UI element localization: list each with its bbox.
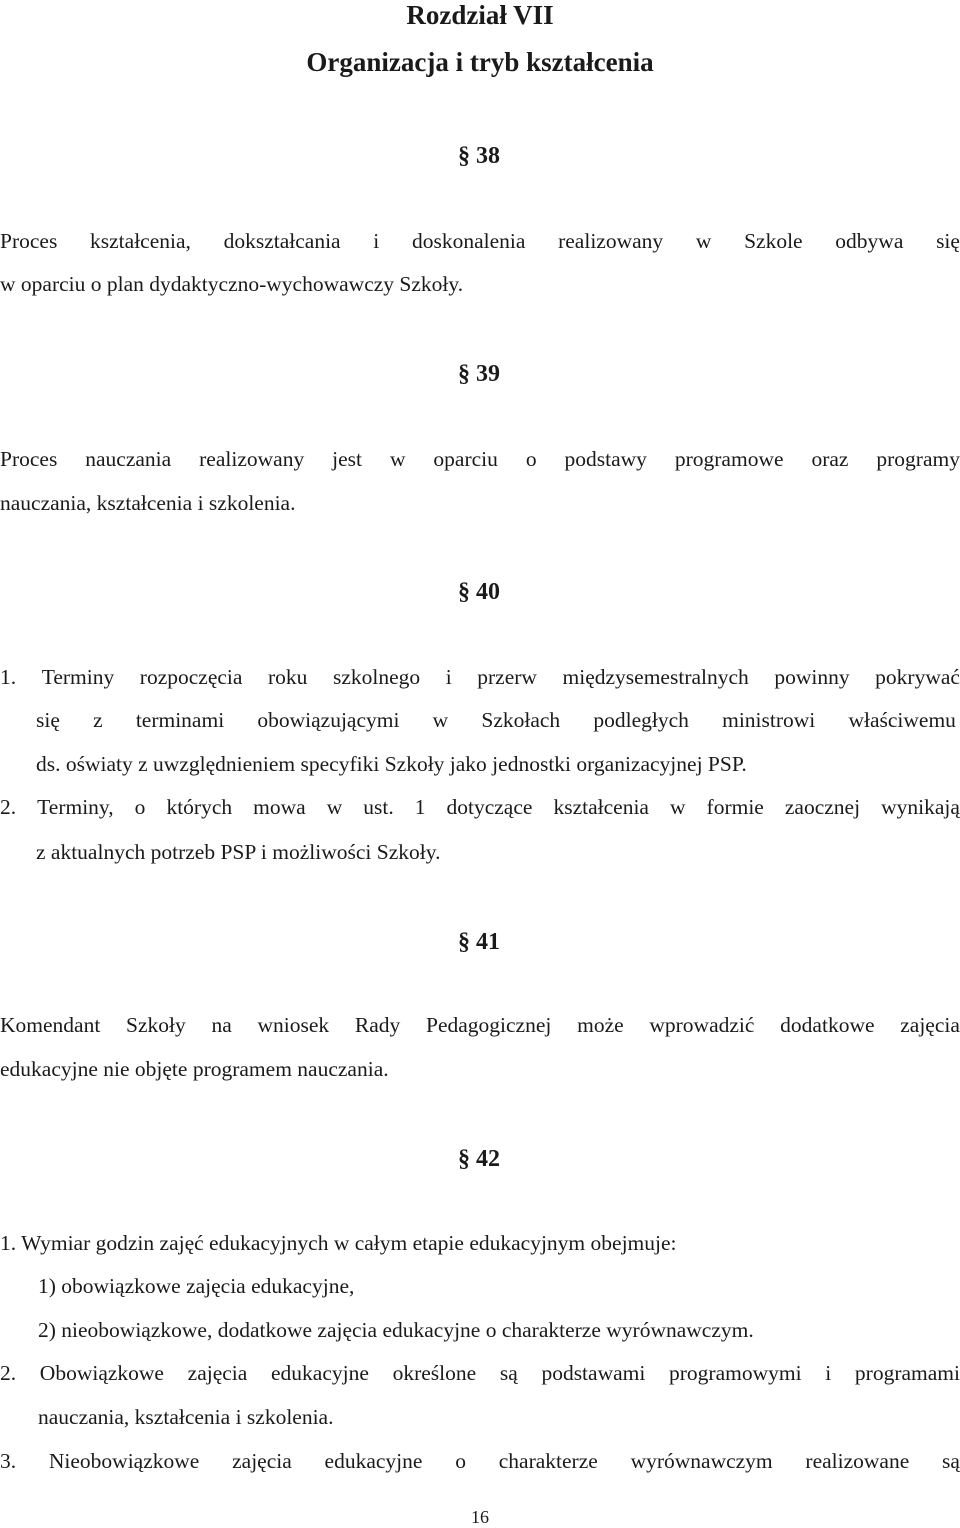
- word: realizowany: [199, 447, 305, 471]
- word: zajęcia: [900, 1013, 960, 1037]
- word: zaocznej: [784, 795, 861, 819]
- section-41-line-2: edukacyjne nie objęte programem nauczania.: [0, 1057, 389, 1081]
- section-42-item-1: 1) obowiązkowe zajęcia edukacyjne,: [38, 1274, 355, 1298]
- word: 2.: [0, 1361, 17, 1385]
- word: o: [455, 1449, 466, 1473]
- section-40-p1-line-2: [36, 708, 956, 733]
- word: realizowane: [805, 1449, 910, 1473]
- word: Szkołach: [481, 708, 561, 732]
- section-heading-38: § 38: [458, 143, 500, 169]
- section-39-line-1: [0, 447, 960, 472]
- word: Proces: [0, 447, 58, 471]
- word: charakterze: [498, 1449, 598, 1473]
- word: kształcenia,: [90, 229, 191, 253]
- chapter-title: Rozdział VII: [406, 0, 554, 30]
- section-42-p2-line-1: [0, 1361, 960, 1386]
- word: powinny: [774, 665, 850, 689]
- section-42-p2-line-2: nauczania, kształcenia i szkolenia.: [38, 1405, 334, 1429]
- word: Rady: [354, 1013, 401, 1037]
- word: których: [166, 795, 233, 819]
- word: programy: [876, 447, 960, 471]
- word: są: [499, 1361, 518, 1385]
- word: międzysemestralnych: [562, 665, 749, 689]
- word: ust.: [363, 795, 394, 819]
- word: się: [936, 229, 960, 253]
- word: programowymi: [669, 1361, 802, 1385]
- word: jest: [332, 447, 362, 471]
- word: roku: [267, 665, 308, 689]
- word: programowe: [674, 447, 784, 471]
- word: Nieobowiązkowe: [48, 1449, 200, 1473]
- word: oparciu: [433, 447, 498, 471]
- word: Obowiązkowe: [39, 1361, 164, 1385]
- word: mowa: [253, 795, 306, 819]
- word: w: [326, 795, 343, 819]
- word: 2.: [0, 795, 17, 819]
- word: formie: [706, 795, 764, 819]
- word: realizowany: [558, 229, 664, 253]
- section-38-line-1: [0, 229, 960, 254]
- word: 1: [414, 795, 426, 819]
- word: Szkoły: [126, 1013, 186, 1037]
- word: w: [432, 708, 449, 732]
- word: terminami: [135, 708, 225, 732]
- word: dokształcania: [223, 229, 341, 253]
- word: Terminy,: [37, 795, 114, 819]
- section-41-line-1: [0, 1013, 960, 1038]
- word: rozpoczęcia: [139, 665, 243, 689]
- page-number: 16: [471, 1507, 489, 1527]
- word: Szkole: [744, 229, 803, 253]
- section-40-p2-line-2: z aktualnych potrzeb PSP i możliwości Szkoły.: [36, 840, 441, 864]
- chapter-subtitle: Organizacja i tryb kształcenia: [306, 47, 654, 77]
- word: programami: [854, 1361, 960, 1385]
- word: dotyczące: [446, 795, 533, 819]
- word: 3.: [0, 1449, 17, 1473]
- word: Komendant: [0, 1013, 101, 1037]
- word: określone: [392, 1361, 477, 1385]
- section-42-item-2: 2) nieobowiązkowe, dodatkowe zajęcia edukacyjne o charakterze wyrównawczym.: [38, 1318, 754, 1342]
- word: podstawy: [564, 447, 647, 471]
- word: Terminy: [41, 665, 115, 689]
- word: oraz: [811, 447, 849, 471]
- word: obowiązującymi: [257, 708, 400, 732]
- word: ministrowi: [722, 708, 816, 732]
- section-40-p2-line-1: [0, 795, 960, 820]
- word: może: [577, 1013, 624, 1037]
- section-40-p1-line-1: [0, 665, 960, 690]
- word: zajęcia: [187, 1361, 248, 1385]
- word: pokrywać: [875, 665, 960, 689]
- section-heading-39: § 39: [458, 361, 500, 387]
- word: podległych: [593, 708, 689, 732]
- word: nauczania: [85, 447, 172, 471]
- word: odbywa: [835, 229, 904, 253]
- section-heading-41: § 41: [458, 929, 500, 955]
- word: na: [211, 1013, 232, 1037]
- word: zajęcia: [232, 1449, 292, 1473]
- word: przerw: [477, 665, 537, 689]
- word: szkolnego: [332, 665, 421, 689]
- section-40-p1-line-3: ds. oświaty z uwzględnieniem specyfiki Szkoły jako jednostki organizacyjnej PSP.: [36, 752, 747, 776]
- section-38-line-2: w oparciu o plan dydaktyczno-wychowawczy Szkoły.: [0, 272, 464, 296]
- word: w: [389, 447, 406, 471]
- word: wprowadzić: [649, 1013, 755, 1037]
- word: i: [825, 1361, 832, 1385]
- word: edukacyjne: [324, 1449, 423, 1473]
- word: Pedagogicznej: [426, 1013, 552, 1037]
- word: wynikają: [881, 795, 960, 819]
- word: są: [942, 1449, 960, 1473]
- word: w: [669, 795, 686, 819]
- word: o: [134, 795, 146, 819]
- word: wyrównawczym: [630, 1449, 773, 1473]
- word: właściwemu: [848, 708, 956, 732]
- section-42-p1: 1. Wymiar godzin zajęć edukacyjnych w całym etapie edukacyjnym obejmuje:: [0, 1231, 677, 1255]
- word: wniosek: [257, 1013, 330, 1037]
- word: dodatkowe: [780, 1013, 875, 1037]
- word: Proces: [0, 229, 58, 253]
- section-42-p3-line-1: [0, 1449, 960, 1474]
- word: podstawami: [541, 1361, 646, 1385]
- section-heading-42: § 42: [458, 1146, 500, 1172]
- word: 1.: [0, 665, 17, 689]
- word: edukacyjne: [271, 1361, 369, 1385]
- word: o: [525, 447, 537, 471]
- section-39-line-2: nauczania, kształcenia i szkolenia.: [0, 491, 296, 515]
- word: kształcenia: [553, 795, 649, 819]
- word: z: [93, 708, 103, 732]
- word: i: [373, 229, 380, 253]
- section-heading-40: § 40: [458, 579, 500, 605]
- word: i: [445, 665, 452, 689]
- word: doskonalenia: [411, 229, 526, 253]
- word: się: [36, 708, 60, 732]
- word: w: [695, 229, 712, 253]
